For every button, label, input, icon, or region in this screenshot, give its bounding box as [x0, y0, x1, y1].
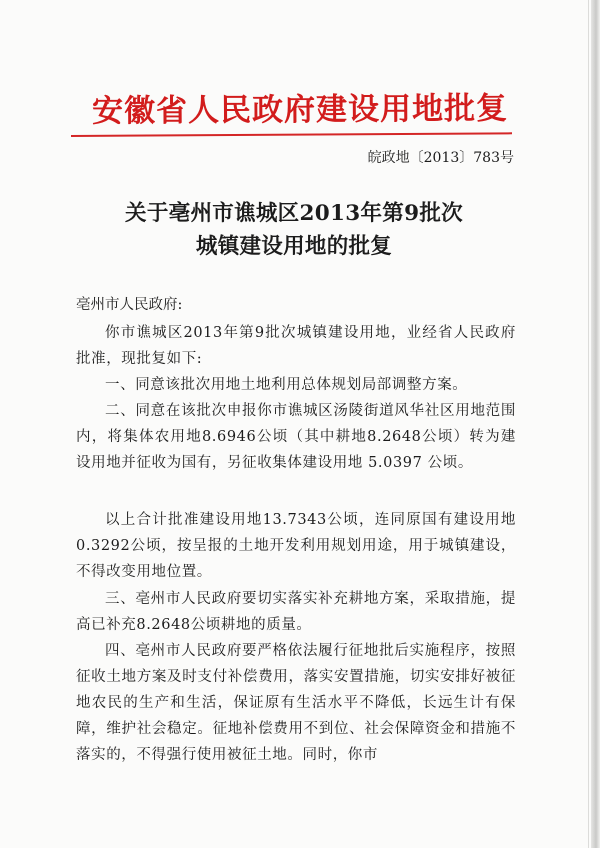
- paragraph-item-4: 四、亳州市人民政府要严格依法履行征地批后实施程序，按照征收土地方案及时支付补偿费用，落实安置措施，切实安排好被征地农民的生产和生活，保证原有生活水平不降低，长远生计有保障，维护社会稳定。征地补偿费用不到位、社会保障资金和措施不落实的，不得强行使用被征土地。同时，你市: [76, 643, 516, 763]
- page-edge-shadow: [591, 0, 600, 848]
- issuer-header-title: 安徽省人民政府建设用地批复: [91, 90, 509, 130]
- paragraph-intro: 你市谯城区2013年第9批次城镇建设用地，业经省人民政府批准，现批复如下:: [76, 325, 516, 367]
- red-divider-rule: [71, 132, 512, 137]
- document-title-line-2: 城镇建设用地的批复: [195, 234, 393, 259]
- paragraph-total: 以上合计批准建设用地13.7343公顷，连同原国有建设用地 0.3292公顷，按呈报的土地开发利用规划用途，用于城镇建设，不得改变用地位置。: [76, 512, 516, 580]
- document-title: [74, 197, 514, 263]
- paragraph-item-3: 三、亳州市人民政府要切实落实补充耕地方案，采取措施，提高已补充8.2648公顷耕地的质量。: [76, 591, 516, 633]
- paragraph-item-1: 一、同意该批次用地土地利用总体规划局部调整方案。: [105, 377, 468, 393]
- page-edge-line: [588, 0, 589, 848]
- document-title-line-1: 关于亳州市谯城区2013年第9批次: [125, 201, 463, 226]
- document-number: 皖政地〔2013〕783号: [367, 150, 514, 166]
- salutation: 亳州市人民政府:: [76, 297, 183, 313]
- paragraph-item-2: 二、同意在该批次申报你市谯城区汤陵街道风华社区用地范围内，将集体农用地8.6946公顷（其中耕地8.2648公顷）转为建设用地并征收为国有，另征收集体建设用地 5.0397 公顷。: [76, 403, 516, 471]
